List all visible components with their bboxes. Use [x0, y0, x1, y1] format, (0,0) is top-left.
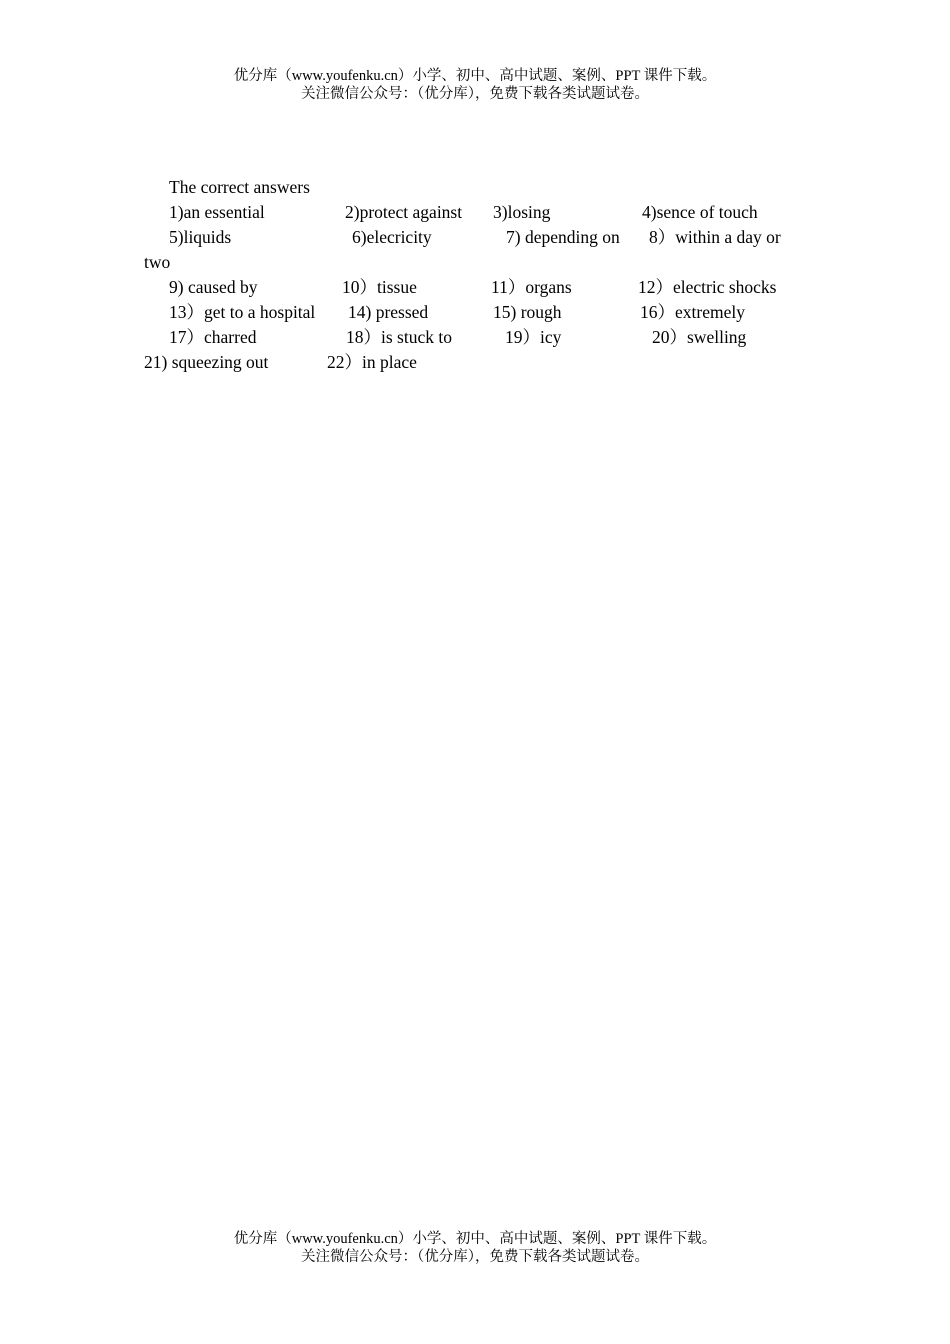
- answer-row-wrap: [0, 250, 950, 275]
- answer-item: 12）electric shocks: [638, 277, 777, 297]
- footer-line-2: 关注微信公众号：（优分库），免费下载各类试题试卷。: [301, 1249, 649, 1265]
- answer-item: 4)sence of touch: [642, 202, 758, 222]
- answer-item: 22）in place: [327, 352, 417, 372]
- answer-item: 1)an essential: [169, 202, 265, 222]
- answer-item: 8）within a day or: [649, 227, 781, 247]
- answer-item: 9) caused by: [169, 277, 258, 297]
- page-footer: [0, 1230, 950, 1266]
- answer-item: 11）organs: [491, 277, 572, 297]
- answer-item: 21) squeezing out: [144, 352, 269, 372]
- answer-item: 20）swelling: [652, 327, 747, 347]
- answer-title-line: [0, 175, 950, 200]
- answer-item: 17）charred: [169, 327, 257, 347]
- answer-row: [0, 325, 950, 350]
- answer-item: 10）tissue: [342, 277, 417, 297]
- page-header: [0, 67, 950, 103]
- answer-item: 19）icy: [505, 327, 562, 347]
- answer-row: [0, 200, 950, 225]
- answer-item-continuation: two: [144, 252, 171, 272]
- answer-item: 18）is stuck to: [346, 327, 452, 347]
- header-line-1: 优分库（www.youfenku.cn）小学、初中、高中试题、案例、PPT 课件下载。: [233, 68, 717, 84]
- answer-row: [0, 350, 950, 375]
- answer-row: [0, 300, 950, 325]
- answer-item: 7) depending on: [506, 227, 620, 247]
- answer-row: [0, 225, 950, 250]
- answer-item: 5)liquids: [169, 227, 232, 247]
- answer-item: 15) rough: [493, 302, 562, 322]
- answer-item: 6)elecricity: [352, 227, 432, 247]
- answer-row: [0, 275, 950, 300]
- footer-line-1: 优分库（www.youfenku.cn）小学、初中、高中试题、案例、PPT 课件下载。: [233, 1231, 717, 1247]
- answer-title: The correct answers: [169, 177, 310, 197]
- answer-key: [0, 175, 950, 375]
- answer-item: 16）extremely: [640, 302, 745, 322]
- answer-item: 3)losing: [493, 202, 551, 222]
- answer-item: 14) pressed: [348, 302, 429, 322]
- answer-item: 13）get to a hospital: [169, 302, 316, 322]
- answer-item: 2)protect against: [345, 202, 463, 222]
- header-line-2: 关注微信公众号：（优分库），免费下载各类试题试卷。: [301, 86, 649, 102]
